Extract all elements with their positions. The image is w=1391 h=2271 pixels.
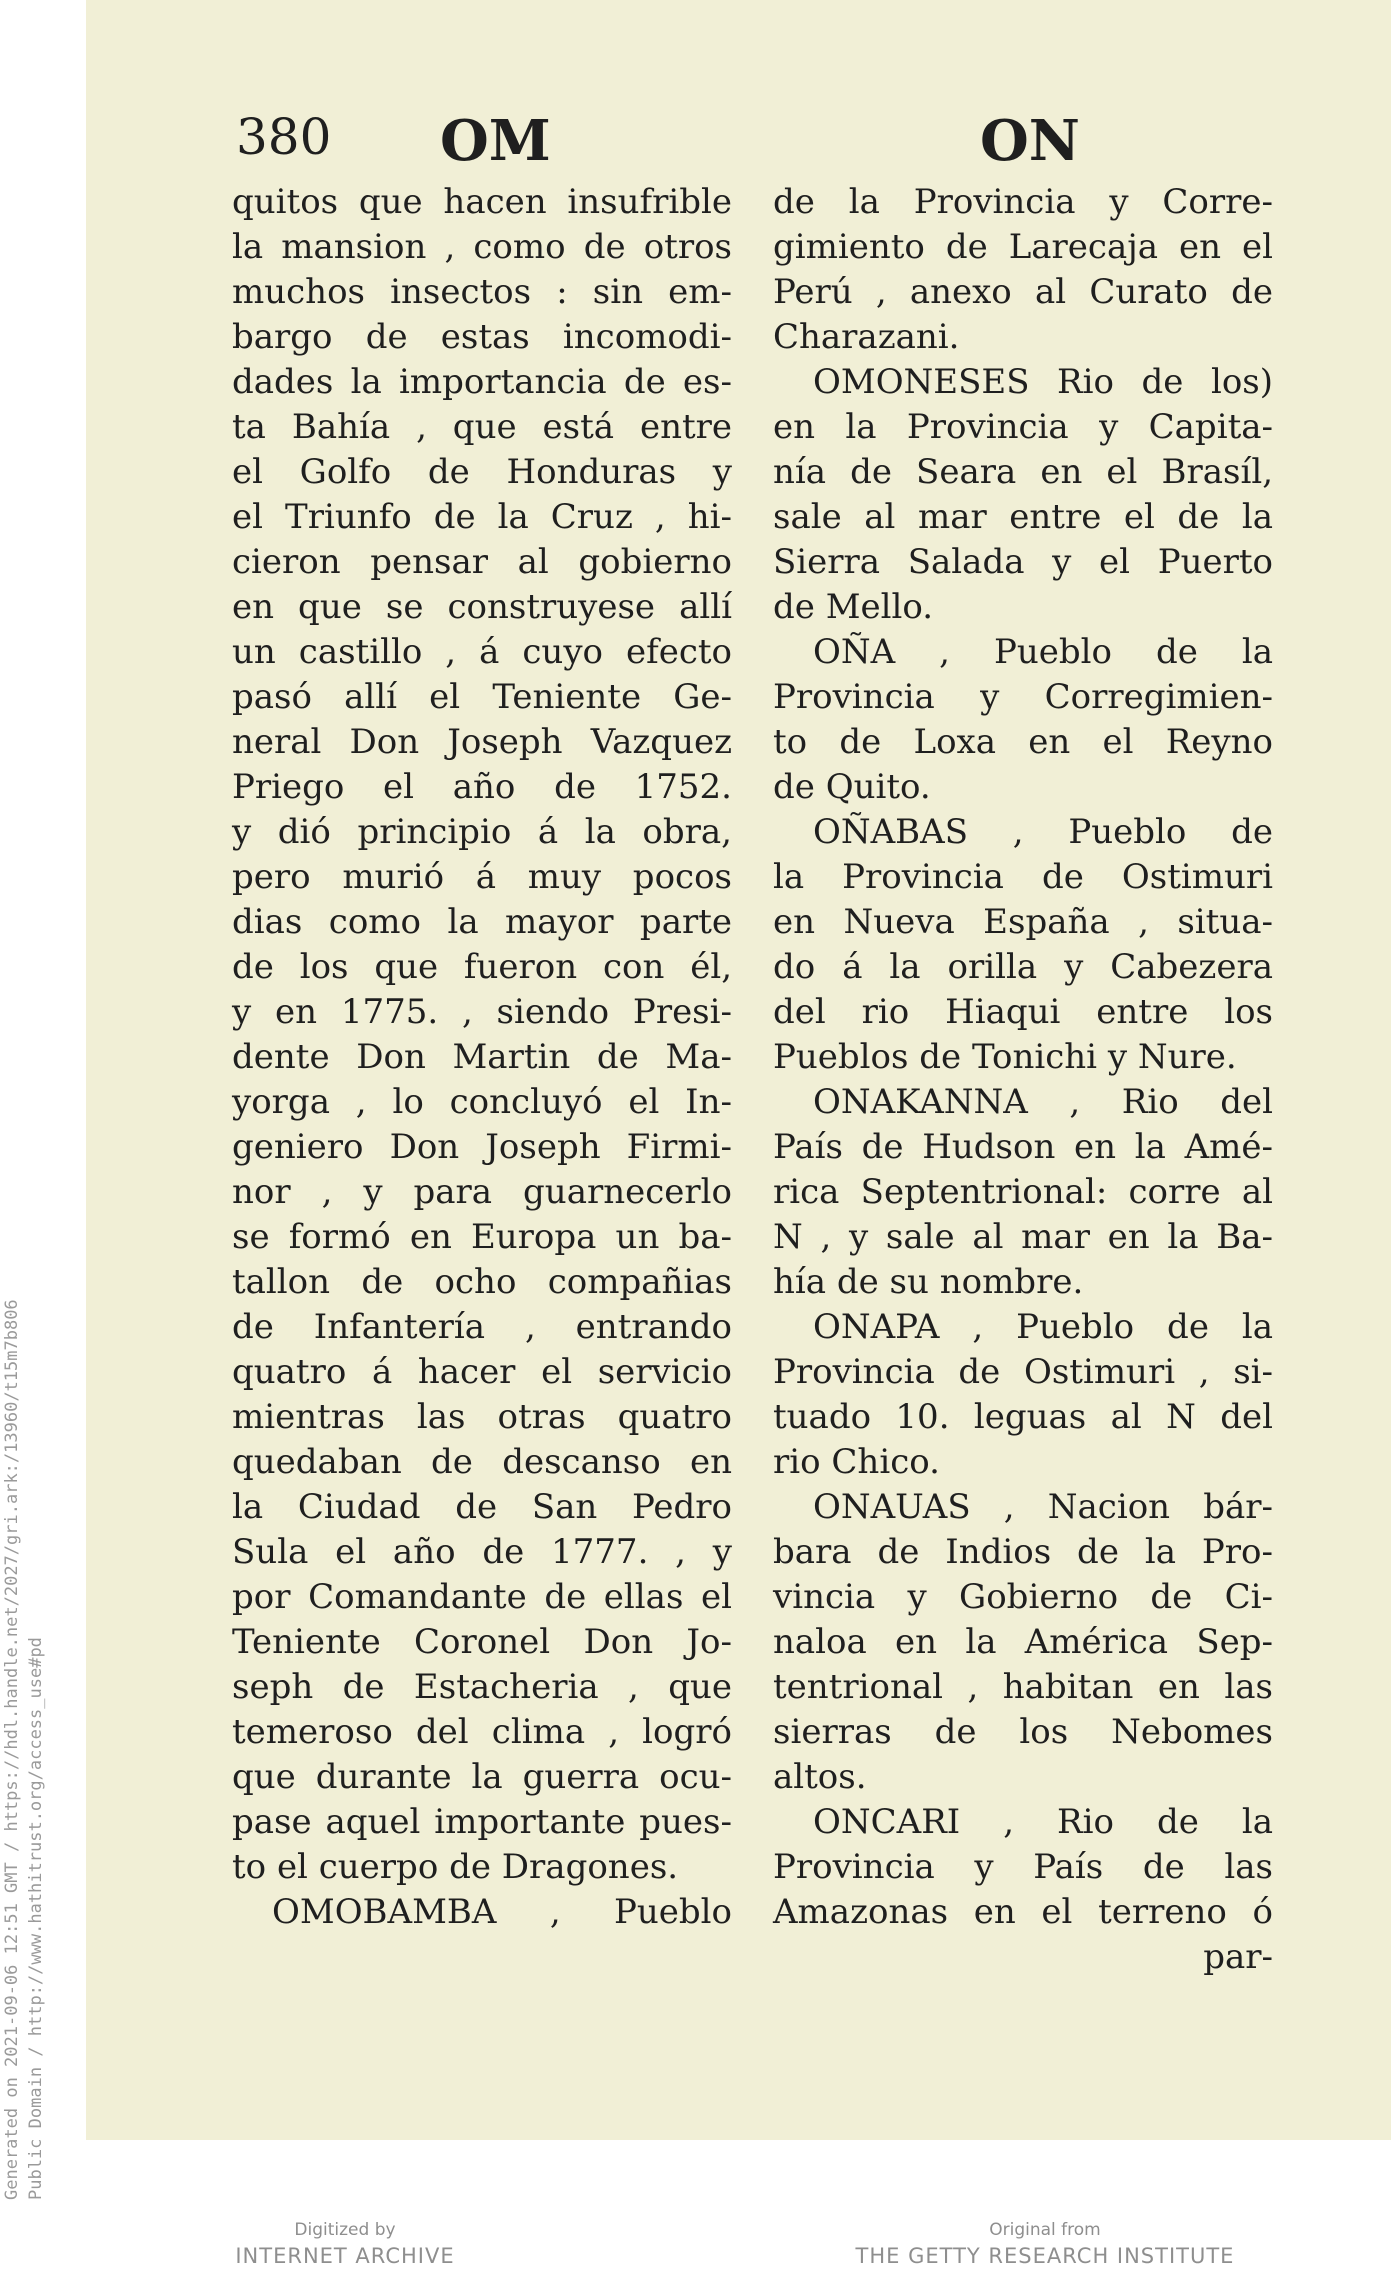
text-line: neral Don Joseph Vazquez [232,722,732,762]
text-line: cieron pensar al gobierno [232,542,732,582]
digitized-by [235,2218,455,2270]
text-line: de Quito. [773,767,931,807]
text-line: vincia y Gobierno de Ci- [773,1577,1273,1617]
text-line: tallon de ocho compañias [232,1262,732,1302]
entry-heading-line: OÑABAS , Pueblo de [813,812,1273,852]
entry-heading-line: ONCARI , Rio de la [813,1802,1273,1842]
text-line: do á la orilla y Cabezera [773,947,1273,987]
text-line: Provincia y País de las [773,1847,1273,1887]
text-line: tentrional , habitan en las [773,1667,1273,1707]
entry-heading-line: ONAKANNA , Rio del [813,1082,1273,1122]
text-line: quitos que hacen insufrible [232,182,732,222]
text-line: quatro á hacer el servicio [232,1352,732,1392]
generated-notice [0,1299,48,2200]
text-line: Perú , anexo al Curato de [773,272,1273,312]
text-line: muchos insectos : sin em- [232,272,732,312]
text-line: Priego el año de 1752. [232,767,732,807]
entry-heading-line: ONAUAS , Nacion bár- [813,1487,1273,1527]
text-line: altos. [773,1757,867,1797]
left-text-column [232,180,732,1935]
text-line: naloa en la América Sep- [773,1622,1273,1662]
text-line: en la Provincia y Capita- [773,407,1273,447]
text-line: Charazani. [773,317,960,357]
text-line: mientras las otras quatro [232,1397,732,1437]
text-line: Sierra Salada y el Puerto [773,542,1273,582]
text-line: Pueblos de Tonichi y Nure. [773,1037,1237,1077]
text-line: gimiento de Larecaja en el [773,227,1273,267]
text-line: dades la importancia de es- [232,362,732,402]
right-running-head: ON [980,108,1080,174]
text-line: hía de su nombre. [773,1262,1084,1302]
original-from-label: Original from [989,2220,1101,2240]
text-line: que durante la guerra ocu- [232,1757,732,1797]
text-line: geniero Don Joseph Firmi- [232,1127,732,1167]
right-text-column [773,180,1273,1980]
text-line: y en 1775. , siendo Presi- [232,992,732,1032]
text-line: pero murió á muy pocos [232,857,732,897]
text-line: el Triunfo de la Cruz , hi- [232,497,732,537]
original-from [850,2218,1240,2270]
page-number: 380 [236,108,332,166]
text-line: nor , y para guarnecerlo [232,1172,732,1212]
text-line: ta Bahía , que está entre [232,407,732,447]
text-line: del rio Hiaqui entre los [773,992,1273,1032]
entry-heading-line: ONAPA , Pueblo de la [813,1307,1273,1347]
catchword: par- [1203,1937,1273,1977]
text-line: N , y sale al mar en la Ba- [773,1217,1273,1257]
getty-institute-logo-text: THE GETTY RESEARCH INSTITUTE [855,2244,1235,2268]
text-line: dente Don Martin de Ma- [232,1037,732,1077]
text-line: sale al mar entre el de la [773,497,1273,537]
internet-archive-logo-text: INTERNET ARCHIVE [235,2244,455,2268]
public-domain-line: Public Domain / http://www.hathitrust.org/access_use#pd [26,1637,46,2200]
text-line: se formó en Europa un ba- [232,1217,732,1257]
text-line: la mansion , como de otros [232,227,732,267]
text-line: bargo de estas incomodi- [232,317,732,357]
text-line: to de Loxa en el Reyno [773,722,1273,762]
text-line: un castillo , á cuyo efecto [232,632,732,672]
text-line: de los que fueron con él, [232,947,732,987]
text-line: sierras de los Nebomes [773,1712,1273,1752]
text-line: de Infantería , entrando [232,1307,732,1347]
generated-line: Generated on 2021-09-06 12:51 GMT / https://hdl.handle.net/2027/gri.ark:/13960/t15m7b806 [2,1299,22,2200]
text-line: la Provincia de Ostimuri [773,857,1273,897]
digitized-by-label: Digitized by [294,2220,396,2240]
entry-heading-line: OMONESES Rio de los) [813,362,1273,402]
text-line: en que se construyese allí [232,587,732,627]
text-line: por Comandante de ellas el [232,1577,732,1617]
text-line: temeroso del clima , logró [232,1712,732,1752]
text-line: Sula el año de 1777. , y [232,1532,732,1572]
text-line: quedaban de descanso en [232,1442,732,1482]
text-line: de la Provincia y Corre- [773,182,1273,222]
text-line: pase aquel importante pues- [232,1802,732,1842]
text-line: País de Hudson en la Amé- [773,1127,1273,1167]
text-line: pasó allí el Teniente Ge- [232,677,732,717]
text-line: en Nueva España , situa- [773,902,1273,942]
text-line: Amazonas en el terreno ó [773,1892,1273,1932]
text-line: dias como la mayor parte [232,902,732,942]
left-running-head: OM [440,108,551,174]
entry-heading-line: OMOBAMBA , Pueblo [272,1892,732,1932]
text-line: Teniente Coronel Don Jo- [232,1622,732,1662]
text-line: rio Chico. [773,1442,940,1482]
text-line: Provincia de Ostimuri , si- [773,1352,1273,1392]
text-line: nía de Seara en el Brasíl, [773,452,1273,492]
text-line: y dió principio á la obra, [232,812,732,852]
text-line: bara de Indios de la Pro- [773,1532,1273,1572]
text-line: yorga , lo concluyó el In- [232,1082,732,1122]
text-line: la Ciudad de San Pedro [232,1487,732,1527]
text-line: de Mello. [773,587,934,627]
text-line: to el cuerpo de Dragones. [232,1847,679,1887]
text-line: tuado 10. leguas al N del [773,1397,1273,1437]
entry-heading-line: OÑA , Pueblo de la [813,632,1273,672]
text-line: rica Septentrional: corre al [773,1172,1273,1212]
text-line: seph de Estacheria , que [232,1667,732,1707]
text-line: el Golfo de Honduras y [232,452,732,492]
text-line: Provincia y Corregimien- [773,677,1273,717]
